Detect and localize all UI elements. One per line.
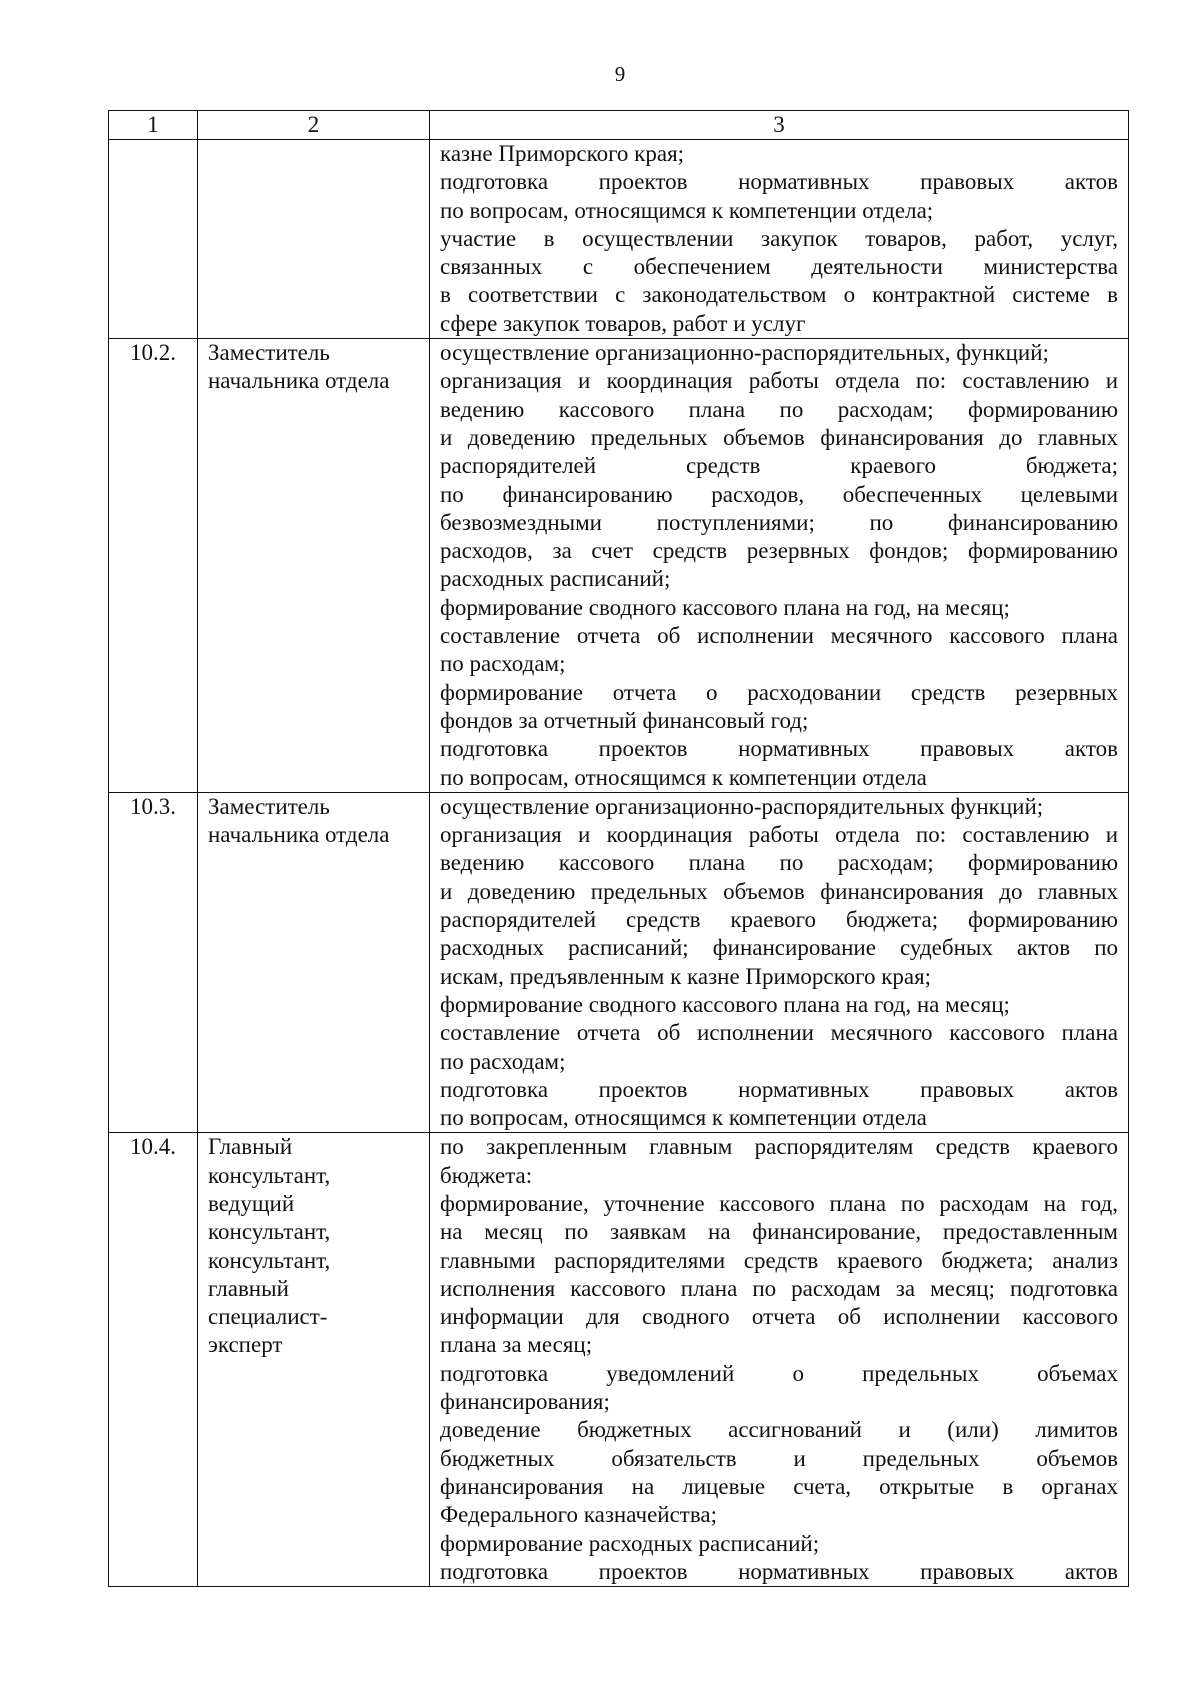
duty-text-line: финансирования на лицевые счета, открытые в органах bbox=[440, 1473, 1118, 1499]
duty-text-line: по вопросам, относящимся к компетенции отдела bbox=[440, 764, 927, 790]
duty-text-line: составление отчета об исполнении месячного кассового плана bbox=[440, 1020, 1118, 1046]
row-number: 10.2. bbox=[109, 339, 198, 793]
duty-text-line: Федерального казначейства; bbox=[440, 1502, 717, 1528]
position-title-line: начальника отдела bbox=[208, 822, 390, 848]
duty-text-line: подготовка проектов нормативных правовых актов bbox=[440, 736, 1118, 762]
table-header-row bbox=[109, 111, 1129, 140]
duty-text-line: организация и координация работы отдела по: составлению и bbox=[440, 822, 1118, 848]
duty-text-line: подготовка уведомлений о предельных объемах bbox=[440, 1360, 1118, 1386]
duty-text-line: формирование отчета о расходовании средств резервных bbox=[440, 679, 1118, 705]
duty-text-line: по вопросам, относящимся к компетенции отдела bbox=[440, 1105, 927, 1131]
position-title-line: начальника отдела bbox=[208, 368, 390, 394]
duty-text-line: распорядителей средств краевого бюджета; bbox=[440, 453, 1118, 479]
duty-text-line: формирование сводного кассового плана на год, на месяц; bbox=[440, 991, 1010, 1017]
duty-text-line: сфере закупок товаров, работ и услуг bbox=[440, 310, 806, 336]
duty-text-line: на месяц по заявкам на финансирование, предоставленным bbox=[440, 1219, 1118, 1245]
position-title-line: консультант, bbox=[208, 1247, 331, 1273]
duty-text-line: ведению кассового плана по расходам; формированию bbox=[440, 850, 1118, 876]
duty-text-line: в соответствии с законодательством о контрактной системе в bbox=[440, 282, 1118, 308]
position-title-line: консультант, bbox=[208, 1219, 331, 1245]
duties-cell bbox=[430, 792, 1129, 1133]
duty-text-line: подготовка проектов нормативных правовых актов bbox=[440, 1076, 1118, 1102]
duty-text-line: бюджета: bbox=[440, 1162, 533, 1188]
position-title-line: Заместитель bbox=[208, 793, 330, 819]
duty-text-line: по финансированию расходов, обеспеченных целевыми bbox=[440, 481, 1118, 507]
column-header-1: 1 bbox=[109, 111, 198, 140]
column-header-3: 3 bbox=[430, 111, 1129, 140]
position-title-line: консультант, bbox=[208, 1162, 331, 1188]
duty-text-line: расходных расписаний; финансирование судебных актов по bbox=[440, 935, 1118, 961]
duty-text-line: финансирования; bbox=[440, 1389, 610, 1415]
position-cell bbox=[198, 339, 430, 793]
duty-text-line: плана за месяц; bbox=[440, 1332, 593, 1358]
position-title-line: специалист- bbox=[208, 1304, 328, 1330]
duty-text-line: исполнения кассового плана по расходам за месяц; подготовка bbox=[440, 1275, 1118, 1301]
position-title-line: эксперт bbox=[208, 1332, 283, 1358]
duty-text-line: формирование, уточнение кассового плана по расходам на год, bbox=[440, 1190, 1118, 1216]
duty-text-line: осуществление организационно-распорядительных функций; bbox=[440, 793, 1044, 819]
position-cell bbox=[198, 1133, 430, 1587]
duty-text-line: по закрепленным главным распорядителям средств краевого bbox=[440, 1134, 1118, 1160]
position-title-line: Заместитель bbox=[208, 340, 330, 366]
position-title-line: главный bbox=[208, 1275, 289, 1301]
duty-text-line: по расходам; bbox=[440, 651, 566, 677]
duties-cell bbox=[430, 339, 1129, 793]
duty-text-line: подготовка проектов нормативных правовых актов bbox=[440, 169, 1118, 195]
row-number: 10.4. bbox=[109, 1133, 198, 1587]
table-row bbox=[109, 792, 1129, 1133]
duty-text-line: составление отчета об исполнении месячного кассового плана bbox=[440, 623, 1118, 649]
duty-text-line: организация и координация работы отдела по: составлению и bbox=[440, 368, 1118, 394]
duty-text-line: по вопросам, относящимся к компетенции отдела; bbox=[440, 197, 934, 223]
duty-text-line: ведению кассового плана по расходам; формированию bbox=[440, 396, 1118, 422]
position-title-line: Главный bbox=[208, 1134, 293, 1160]
duty-text-line: расходов, за счет средств резервных фондов; формированию bbox=[440, 538, 1118, 564]
position-cell bbox=[198, 140, 430, 339]
page-number: 9 bbox=[614, 62, 626, 86]
duty-text-line: фондов за отчетный финансовый год; bbox=[440, 707, 809, 733]
duty-text-line: по расходам; bbox=[440, 1048, 566, 1074]
duty-text-line: главными распорядителями средств краевого бюджета; анализ bbox=[440, 1247, 1118, 1273]
duty-text-line: связанных с обеспечением деятельности министерства bbox=[440, 254, 1118, 280]
duty-text-line: информации для сводного отчета об исполнении кассового bbox=[440, 1304, 1118, 1330]
duty-text-line: безвозмездными поступлениями; по финансированию bbox=[440, 509, 1118, 535]
duty-text-line: и доведению предельных объемов финансирования до главных bbox=[440, 878, 1118, 904]
table-row bbox=[109, 1133, 1129, 1587]
table-row bbox=[109, 339, 1129, 793]
table-body bbox=[109, 140, 1129, 1587]
position-cell bbox=[198, 792, 430, 1133]
duty-text-line: бюджетных обязательств и предельных объемов bbox=[440, 1445, 1118, 1471]
duties-cell bbox=[430, 140, 1129, 339]
duty-text-line: формирование расходных расписаний; bbox=[440, 1530, 820, 1556]
duties-cell bbox=[430, 1133, 1129, 1587]
duties-table bbox=[108, 110, 1129, 1587]
row-number bbox=[109, 140, 198, 339]
duty-text-line: участие в осуществлении закупок товаров, работ, услуг, bbox=[440, 225, 1118, 251]
column-header-2: 2 bbox=[198, 111, 430, 140]
duty-text-line: распорядителей средств краевого бюджета; формированию bbox=[440, 907, 1118, 933]
duty-text-line: искам, предъявленным к казне Приморского края; bbox=[440, 963, 932, 989]
duty-text-line: расходных расписаний; bbox=[440, 566, 671, 592]
duty-text-line: формирование сводного кассового плана на год, на месяц; bbox=[440, 594, 1010, 620]
position-title-line: ведущий bbox=[208, 1190, 295, 1216]
duty-text-line: подготовка проектов нормативных правовых актов bbox=[440, 1558, 1118, 1584]
duty-text-line: казне Приморского края; bbox=[440, 141, 685, 166]
duty-text-line: и доведению предельных объемов финансирования до главных bbox=[440, 424, 1118, 450]
duty-text-line: доведение бюджетных ассигнований и (или) лимитов bbox=[440, 1417, 1118, 1443]
table-row bbox=[109, 140, 1129, 339]
row-number: 10.3. bbox=[109, 792, 198, 1133]
duty-text-line: осуществление организационно-распорядительных, функций; bbox=[440, 340, 1049, 366]
